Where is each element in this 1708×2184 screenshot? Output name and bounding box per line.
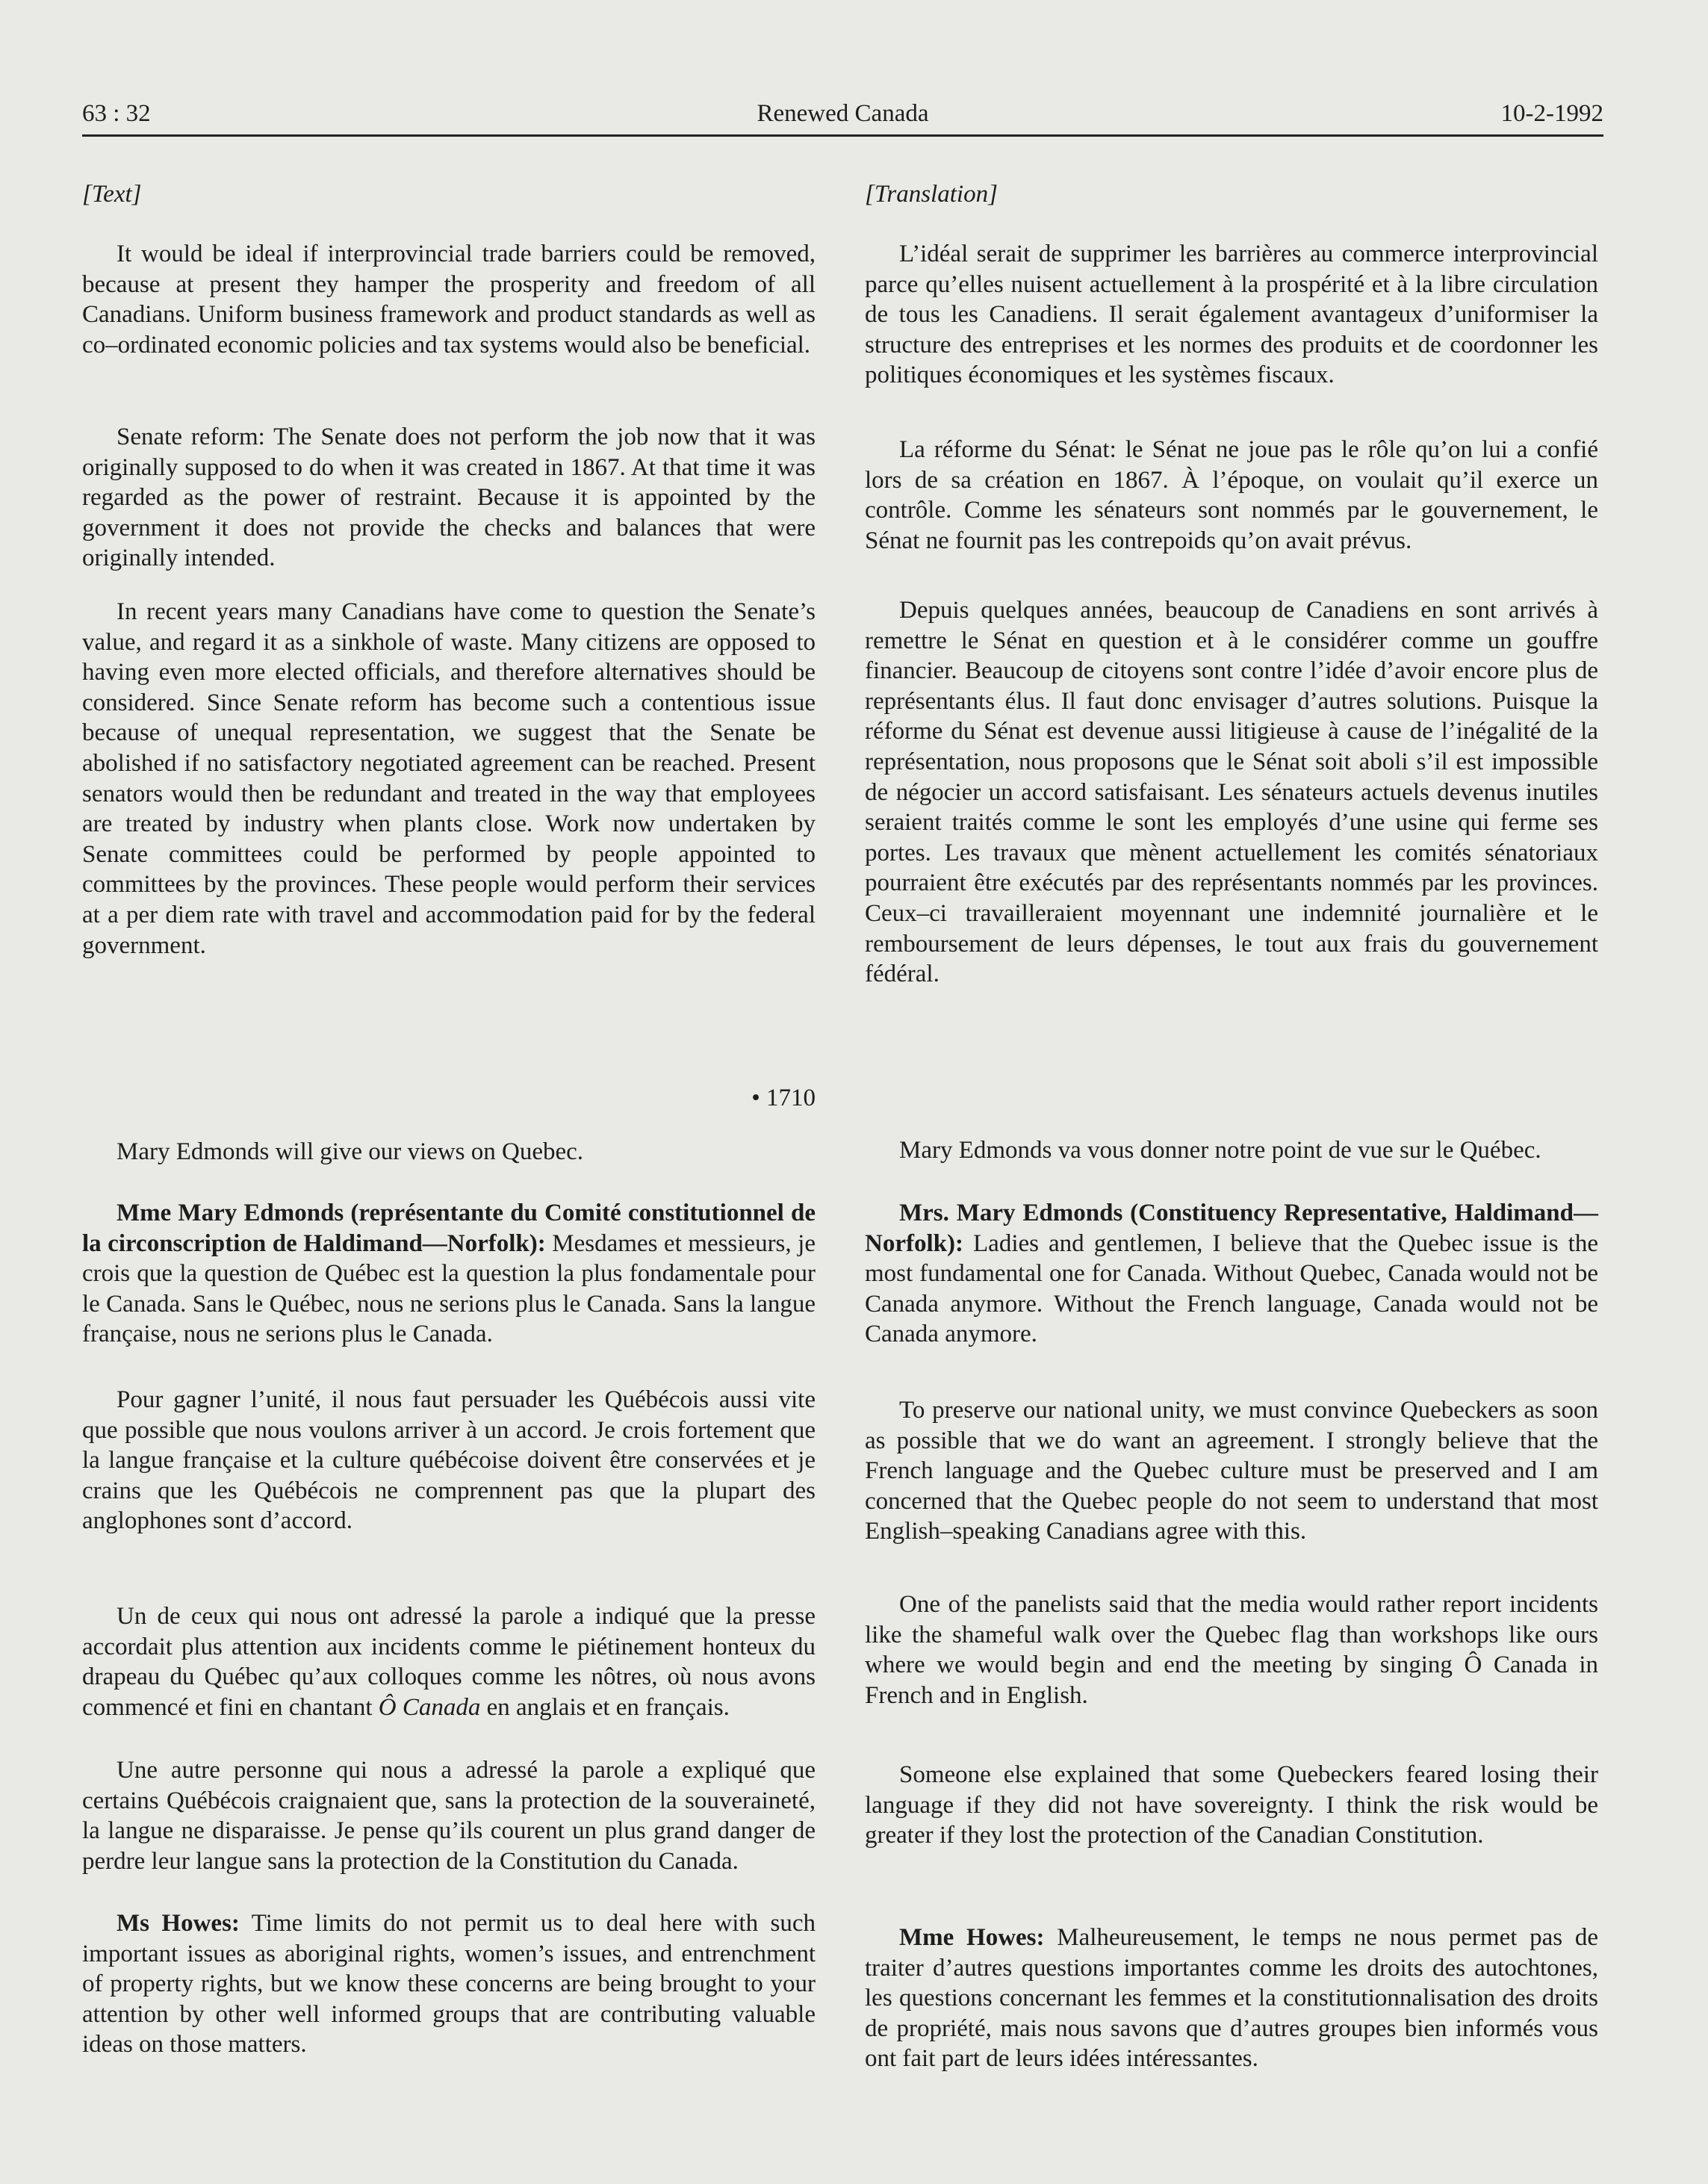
column-label-text: [Text] bbox=[82, 181, 142, 208]
paragraph-intro-edmonds-fr: Mary Edmonds va vous donner notre point de vue sur le Québec. bbox=[899, 1137, 1541, 1164]
paragraph-intro-edmonds: Mary Edmonds will give our views on Quebec. bbox=[117, 1138, 584, 1165]
speaker-name: Mme Mary Edmonds (représentante du Comité constitutionnel de la circonscription de Haldimand—Norfolk): bbox=[82, 1200, 816, 1257]
time-marker: • 1710 bbox=[751, 1085, 816, 1111]
speech-text: Mesdames et messieurs, je crois que la question de Québec est la question la plus fondamentale pour le Canada. Sans le Québec, nous ne serions plus le Canada. Sans la langue française, nous ne serions plus le Canada. bbox=[82, 1229, 816, 1348]
speaker-name: Mme Howes: bbox=[899, 1924, 1045, 1951]
page-number: 63 : 32 bbox=[82, 100, 151, 127]
paragraph-press-text-a: Un de ceux qui nous ont adressé la parole a indiqué que la presse accordait plus attention aux incidents comme le piétinement honteux du drapeau du Québec qu’aux colloques comme les nôtres, où nous avons commencé et fini en chantant bbox=[82, 1603, 816, 1721]
paragraph-senate-reform: Senate reform: The Senate does not perform the job now that it was originally supposed to do when it was created in 1867. At that time it was regarded as the power of restraint. Because it is appointed by the government it does not provide the checks and balances that were originally intended. bbox=[82, 424, 816, 572]
paragraph-howes bbox=[82, 1908, 816, 2060]
paragraph-press-text-b: en anglais et en français. bbox=[480, 1693, 730, 1721]
paragraph-sovereignty-en: Someone else explained that some Quebeckers feared losing their language if they did not have sovereignty. I think the risk would be greater if they lost the protection of the Canadian Constitution. bbox=[865, 1761, 1598, 1849]
speech-text: Malheureusement, le temps ne nous permet pas de traiter d’autres questions importantes comme les droits des autochtones, les questions concernant les femmes et la constitutionnalisation des droits de propriété, mais nous savons que d’autres groupes bien informés vous ont fait part de leurs idées intéressantes. bbox=[865, 1924, 1598, 2073]
paragraph-valeur-senat: Depuis quelques années, beaucoup de Canadiens en sont arrivés à remettre le Sénat en question et à le considérer comme un gouffre financier. Beaucoup de citoyens sont contre l’idée d’avoir encore plus de représentants élus. Il faut donc envisager d’autres solutions. Puisque la réforme du Sénat est devenue aussi litigieuse à cause de l’inégalité de la représentation, nous proposons que le Sénat soit aboli s’il est impossible de négocier un accord satisfaisant. Les sénateurs actuels devenus inutiles seraient traités comme le sont les employés d’une usine qui ferme ses portes. Les travaux que mènent actuellement les comités sénatoriaux pourraient être exécutés par des représentants nommés par les provinces. Ceux–ci travailleraient moyennant une indemnité journalière et le remboursement de leurs dépenses, le tout aux frais du gouvernement fédéral. bbox=[865, 597, 1598, 988]
paragraph-press bbox=[82, 1601, 816, 1722]
song-title: Ô Canada bbox=[378, 1693, 481, 1721]
speech-text: Ladies and gentlemen, I believe that the Quebec issue is the most fundamental one for Canada. Without Quebec, Canada would not be Canada anymore. Without the French language, Canada would not be Canada anymore. bbox=[865, 1229, 1598, 1348]
running-title: Renewed Canada bbox=[757, 100, 929, 127]
sitting-date: 10-2-1992 bbox=[1500, 100, 1603, 127]
paragraph-barrieres-commerce: L’idéal serait de supprimer les barrières au commerce interprovincial parce qu’elles nuisent actuellement à la prospérité et à la libre circulation de tous les Canadiens. Il serait également avantageux d’uniformiser la structure des entreprises et les normes des produits et de coordonner les politiques économiques et les systèmes fiscaux. bbox=[865, 241, 1598, 389]
speaker-name: Mrs. Mary Edmonds (Constituency Representative, Haldimand—Norfolk): bbox=[865, 1200, 1598, 1257]
paragraph-unity: Pour gagner l’unité, il nous faut persuader les Québécois aussi vite que possible que nous voulons arriver à un accord. Je crois fortement que la langue française et la culture québécoise doivent être conservées et je crains que les Québécois ne comprennent pas que la plupart des anglophones sont d’accord. bbox=[82, 1386, 816, 1535]
paragraph-sovereignty: Une autre personne qui nous a adressé la parole a expliqué que certains Québécois craignaient que, sans la protection de la souveraineté, la langue ne disparaisse. Je pense qu’ils courent un plus grand danger de perdre leur langue sans la protection de la Constitution du Canada. bbox=[82, 1757, 816, 1875]
paragraph-edmonds-statement bbox=[82, 1198, 816, 1350]
paragraph-edmonds-statement-en bbox=[865, 1198, 1598, 1350]
speech-text: Time limits do not permit us to deal here with such important issues as aboriginal rights, women’s issues, and entrenchment of property rights, but we know these concerns are being brought to your attention by other well informed groups that are contributing valuable ideas on those matters. bbox=[82, 1910, 816, 2059]
paragraph-unity-en: To preserve our national unity, we must convince Quebeckers as soon as possible that we do want an agreement. I strongly believe that the French language and the Quebec culture must be preserved and I am concerned that the Quebec people do not seem to understand that most English–speaking Canadians agree with this. bbox=[865, 1397, 1598, 1545]
paragraph-trade-barriers: It would be ideal if interprovincial trade barriers could be removed, because at present they hamper the prosperity and freedom of all Canadians. Uniform business framework and product standards as well as co–ordinated economic policies and tax systems would also be beneficial. bbox=[82, 241, 816, 359]
page-header bbox=[82, 96, 1603, 137]
paragraph-reforme-senat: La réforme du Sénat: le Sénat ne joue pas le rôle qu’on lui a confié lors de sa création en 1867. À l’époque, on voulait qu’il exerce un contrôle. Comme les sénateurs sont nommés par le gouvernement, le Sénat ne fournit pas les contrepoids qu’on avait prévus. bbox=[865, 436, 1598, 554]
paragraph-howes-fr bbox=[865, 1923, 1598, 2074]
column-label-translation: [Translation] bbox=[865, 181, 998, 208]
speaker-name: Ms Howes: bbox=[117, 1910, 240, 1937]
paragraph-senate-value: In recent years many Canadians have come to question the Senate’s value, and regard it as a sinkhole of waste. Many citizens are opposed to having even more elected officials, and therefore alternatives should be considered. Since Senate reform has become such a contentious issue because of unequal representation, we suggest that the Senate be abolished if no satisfactory negotiated agreement can be reached. Present senators would then be redundant and treated in the way that employees are treated by industry when plants close. Work now undertaken by Senate committees could be performed by people appointed to committees by the provinces. These people would perform their services at a per diem rate with travel and accommodation paid for by the federal government. bbox=[82, 598, 816, 959]
paragraph-media-en: One of the panelists said that the media would rather report incidents like the shameful walk over the Quebec flag than workshops like ours where we would begin and end the meeting by singing Ô Canada in French and in English. bbox=[865, 1591, 1598, 1709]
